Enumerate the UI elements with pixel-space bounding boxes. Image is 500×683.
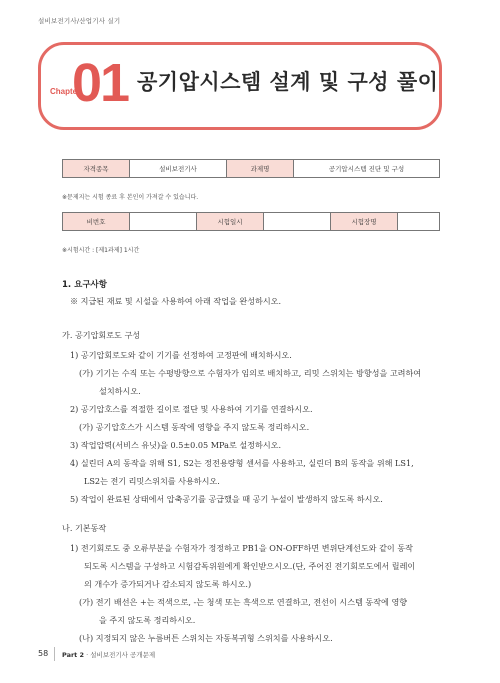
body-line: LS2는 전기 리밋스위치를 사용하시오. xyxy=(84,476,220,486)
footer-divider xyxy=(54,647,55,661)
body-line: (가) 공기압호스가 시스템 동작에 영향을 주지 않도록 정리하시오. xyxy=(79,422,310,432)
body-line: ※ 지급된 재료 및 시설을 사용하여 아래 작업을 완성하시오. xyxy=(70,296,282,306)
body-line: 2) 공기압호스를 적절한 길이로 절단 및 사용하여 기기를 연결하시오. xyxy=(70,404,313,414)
body-line: (나) 지정되지 않은 누름버튼 스위치는 자동복귀형 스위치를 사용하시오. xyxy=(79,633,333,643)
place-value xyxy=(398,213,440,231)
running-header: 설비보전기사/산업기사 실기 xyxy=(38,17,121,25)
exam-info-table xyxy=(62,159,440,178)
date-label: 시험일시 xyxy=(197,213,264,231)
body-line: (가) 기기는 수직 또는 수평방향으로 수험자가 임의로 배치하고, 리밋 스위치는 방향성을 고려하여 xyxy=(79,368,422,378)
chapter-number: 01 xyxy=(72,53,129,113)
task-label: 과제명 xyxy=(227,160,294,178)
body-line: 1) 전기회로도 중 오류부분을 수험자가 정정하고 PB1을 ON-OFF하면 변위단계선도와 같이 동작 xyxy=(70,543,413,553)
body-line: 가. 공기압회로도 구성 xyxy=(62,330,141,340)
number-label: 비번호 xyxy=(63,213,130,231)
body-line: 3) 작업압력(서비스 유닛)을 0.5±0.05 MPa로 설정하시오. xyxy=(70,440,282,450)
body-line: 나. 기본동작 xyxy=(62,523,107,533)
place-label: 시험장명 xyxy=(331,213,398,231)
note-exam-paper: ※문제지는 시험 종료 후 본인이 가져갈 수 있습니다. xyxy=(62,194,199,201)
body-line: (가) 전기 배선은 +는 적색으로, -는 청색 또는 흑색으로 연결하고, 전선이 시스템 동작에 영향 xyxy=(79,597,408,607)
body-line: 1) 공기압회로도와 같이 기기를 선정하여 고정판에 배치하시오. xyxy=(70,350,292,360)
body-line: 4) 실린더 A의 동작을 위해 S1, S2는 정전용량형 센서를 사용하고, 실린더 B의 동작을 위해 LS1, xyxy=(70,458,414,468)
exam-id-table xyxy=(62,212,440,231)
page-number: 58 xyxy=(38,649,49,658)
chapter-label: Chapter xyxy=(50,87,81,96)
footer-part-desc: 설비보전기사 공개문제 xyxy=(90,651,156,659)
qualification-value: 설비보전기사 xyxy=(130,160,227,178)
task-value: 공기압시스템 진단 및 구성 xyxy=(294,160,440,178)
section-title: 1. 요구사항 xyxy=(62,280,107,290)
chapter-title: 공기압시스템 설계 및 구성 풀이 xyxy=(137,70,439,94)
body-line: 되도록 시스템을 구성하고 시험감독위원에게 확인받으시오.(단, 주어진 전기회로도에서 릴레이 xyxy=(84,561,416,571)
body-line: 을 주지 않도록 정리하시오. xyxy=(99,615,196,625)
number-value xyxy=(130,213,197,231)
body-line: 설치하시오. xyxy=(99,386,141,396)
note-exam-time: ※시험시간 : [제1과제] 1시간 xyxy=(62,247,140,254)
qualification-label: 자격종목 xyxy=(63,160,130,178)
body-line: 의 개수가 증가되거나 감소되지 않도록 하시오.) xyxy=(84,579,252,589)
body-line: 5) 작업이 완료된 상태에서 압축공기를 공급했을 때 공기 누설이 발생하지 않도록 하시오. xyxy=(70,494,383,504)
footer-part: Part 2 · 설비보전기사 공개문제 xyxy=(62,651,156,659)
footer-part-label: Part 2 xyxy=(62,651,85,659)
date-value xyxy=(264,213,331,231)
